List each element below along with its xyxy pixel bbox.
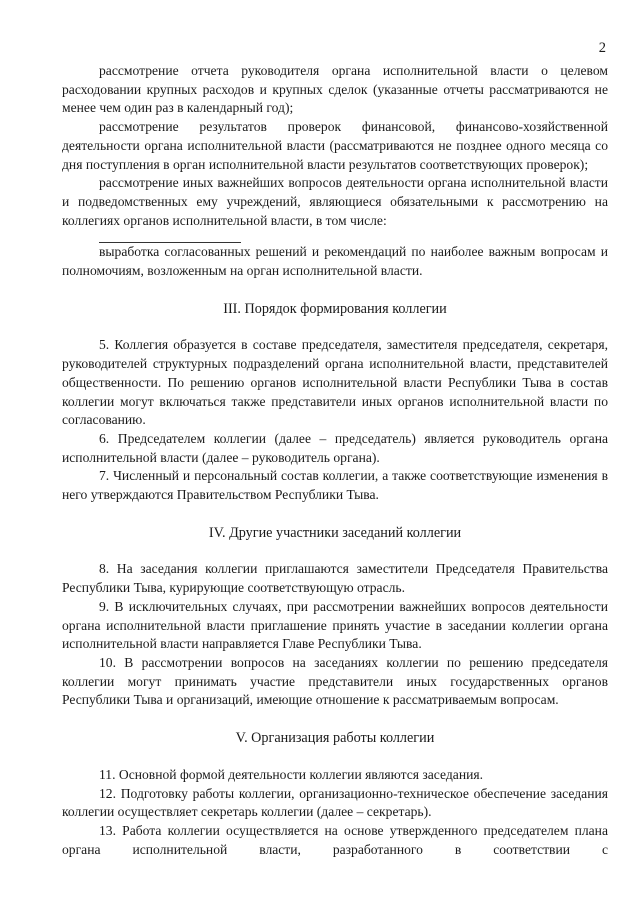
paragraph-10: 10. В рассмотрении вопросов на заседаниях коллегии по решению председателя коллегии могут принимать участие представители иных государственных органов Республики Тыва и организаций, имеющие отношение к рассматриваемым вопросам.	[62, 654, 608, 708]
paragraph-11: 11. Основной формой деятельности коллегии являются заседания.	[99, 766, 484, 782]
document-body	[62, 62, 608, 859]
paragraph-7: 7. Численный и персональный состав коллегии, а также соответствующие изменения в него утверждаются Правительством Республики Тыва.	[62, 468, 608, 503]
paragraph-intro-2: рассмотрение результатов проверок финансовой, финансово-хозяйственной деятельности органа исполнительной власти (рассматриваются не позднее одного месяца со дня поступления в орган исполнительной власти результатов соответствующих проверок);	[62, 119, 608, 172]
paragraph-8: 8. На заседания коллегии приглашаются заместители Председателя Правительства Республики Тыва, курирующие соответствующую отрасль.	[62, 561, 608, 596]
paragraph-9: 9. В исключительных случаях, при рассмотрении важнейших вопросов деятельности органа исполнительной власти приглашение принять участие в заседании коллегии органа исполнительной власти направляется Главе Республики Тыва.	[62, 598, 608, 652]
paragraph-12: 12. Подготовку работы коллегии, организационно-техническое обеспечение заседания коллегии осуществляет секретарь коллегии (далее – секретарь).	[62, 785, 608, 820]
section-heading-iv: IV. Другие участники заседаний коллегии	[208, 524, 462, 541]
section-heading-v: V. Организация работы коллегии	[235, 730, 435, 747]
paragraph-elaboration: выработка согласованных решений и рекомендаций по наиболее важным вопросам и полномочиям, возложенным на орган исполнительной власти.	[62, 244, 608, 279]
paragraph-13: 13. Работа коллегии осуществляется на основе утвержденного председателем плана органа исполнительной власти, разработанного в соответствии с	[62, 822, 608, 857]
section-heading-iii: III. Порядок формирования коллегии	[223, 300, 447, 317]
paragraph-intro-1: рассмотрение отчета руководителя органа исполнительной власти о целевом расходовании крупных расходов и крупных сделок (указанные отчеты рассматриваются не менее чем один раз в календарный год);	[62, 63, 608, 116]
paragraph-5: 5. Коллегия образуется в составе председателя, заместителя председателя, секретаря, руководителей структурных подразделений органа исполнительной власти, представителей общественности. По решению органов исполнительной власти Республики Тыва в состав коллегии могут включаться также представители иных органов исполнительной власти по согласованию.	[62, 337, 608, 428]
paragraph-intro-3: рассмотрение иных важнейших вопросов деятельности органа исполнительной власти и подведомственных ему учреждений, являющиеся обязательными к рассмотрению на коллегиях органов исполнительной власти, в том числе:	[62, 175, 608, 228]
page-number: 2	[598, 40, 606, 56]
paragraph-6: 6. Председателем коллегии (далее – председатель) является руководитель органа исполнительной власти (далее – руководитель органа).	[62, 430, 608, 465]
